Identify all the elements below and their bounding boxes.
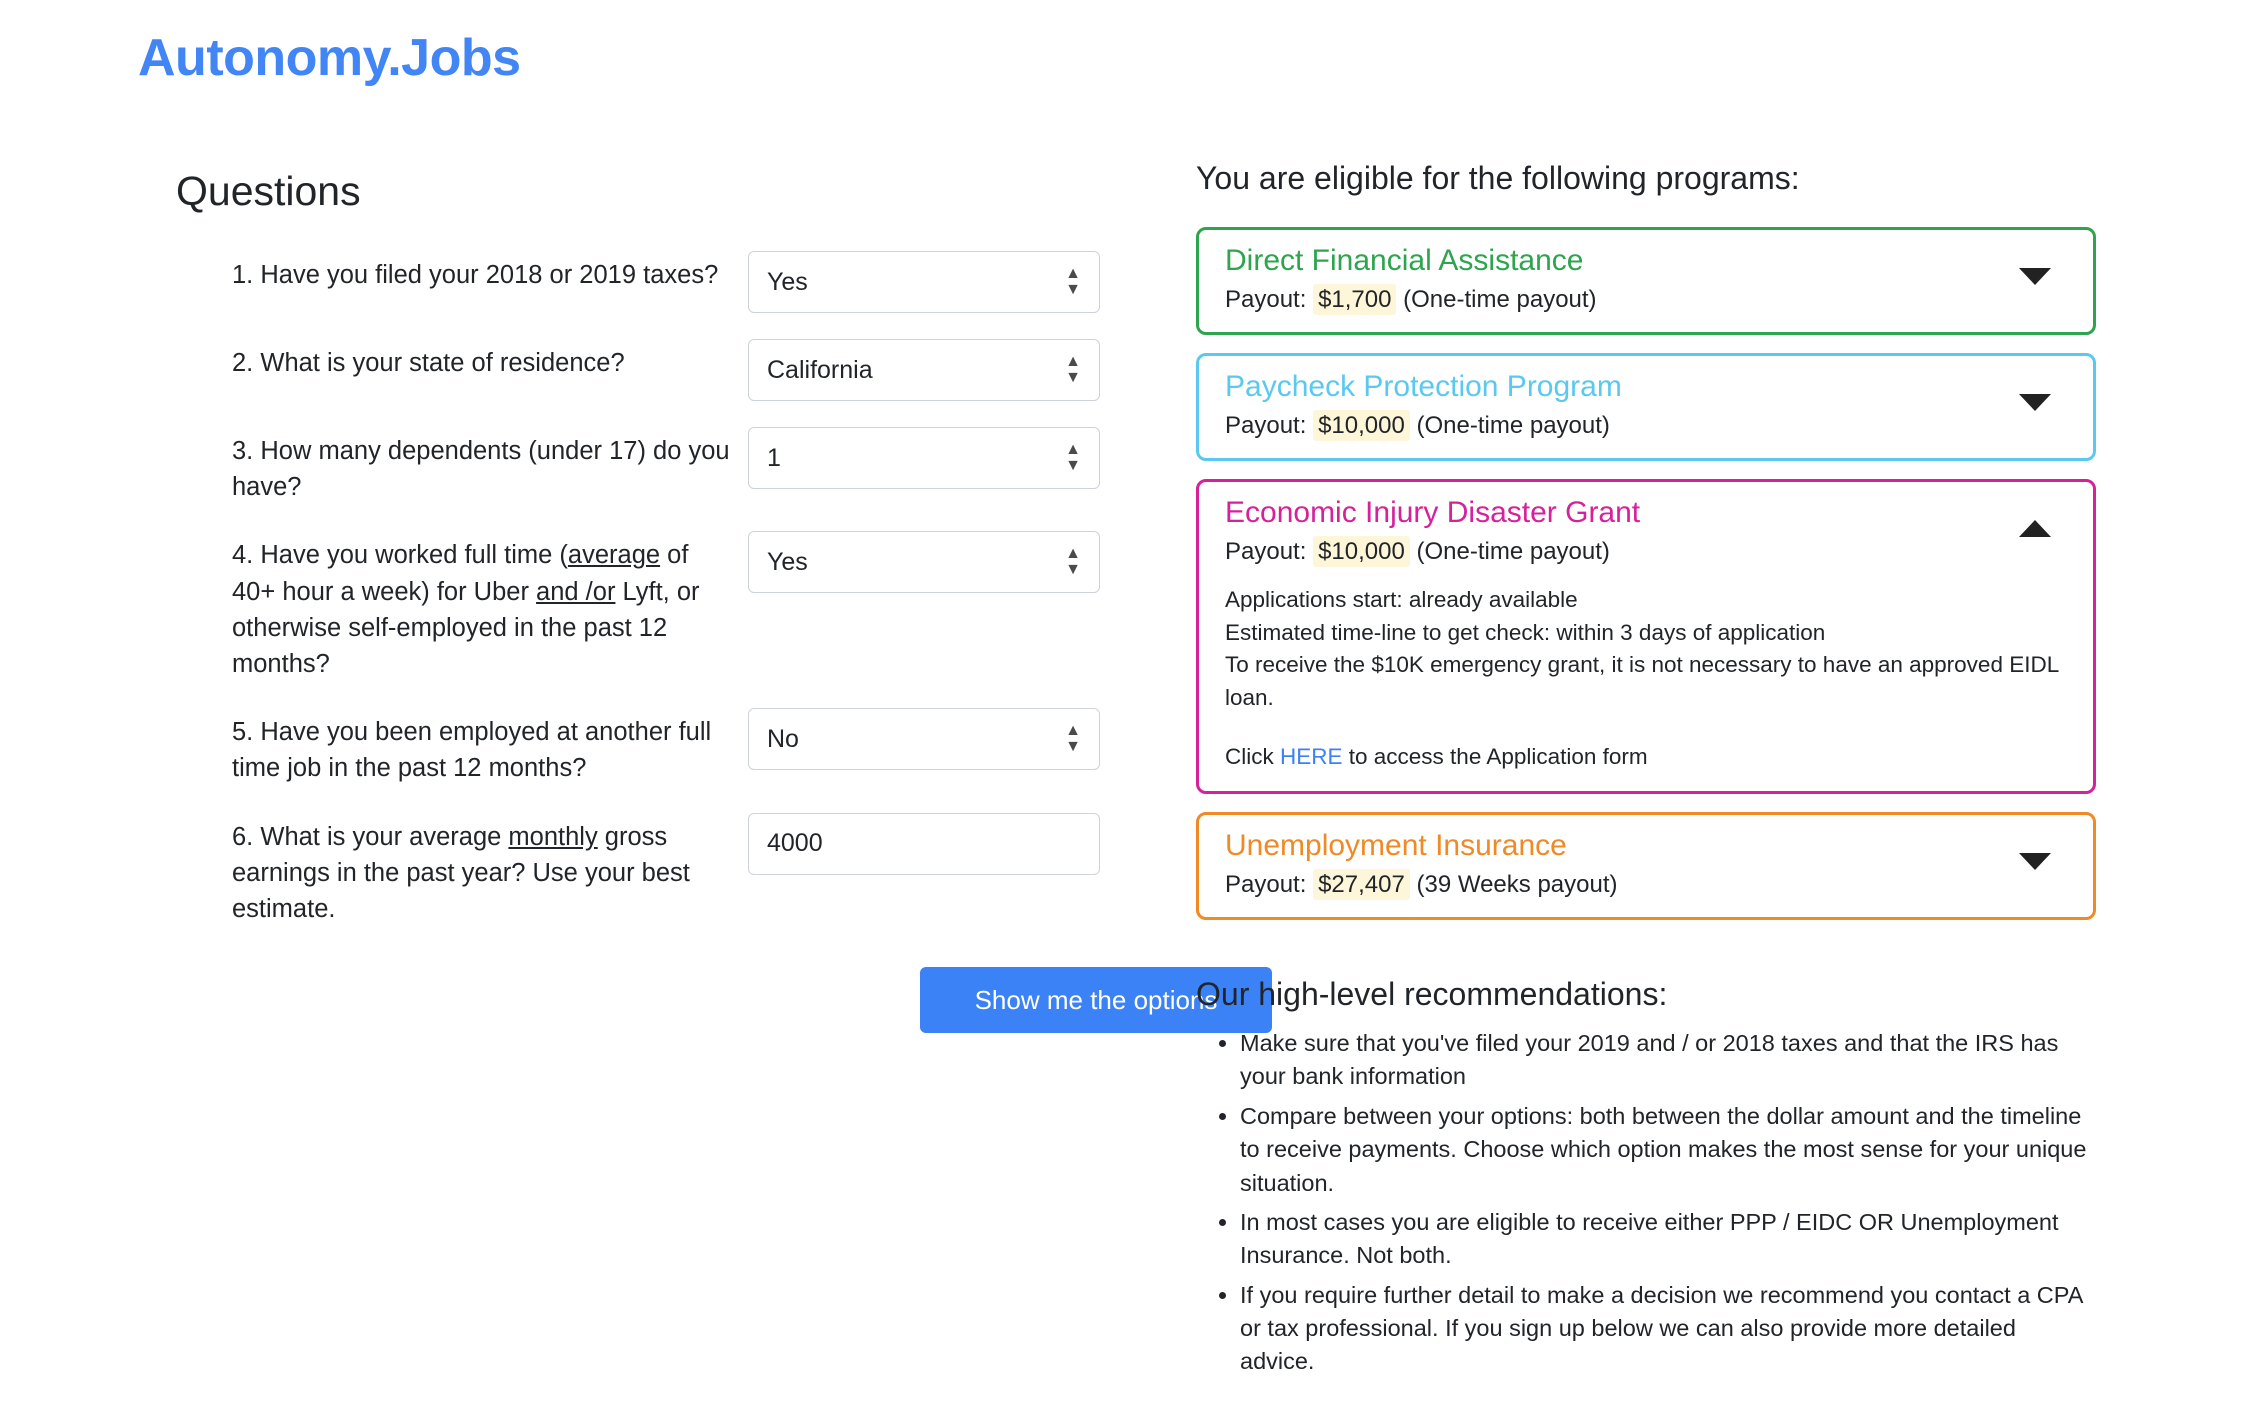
payout-terms: (One-time payout) xyxy=(1416,538,1610,565)
question-label-2 xyxy=(176,339,736,381)
spinner-icon: ▲ ▼ xyxy=(1065,353,1081,386)
payout-label: Payout: xyxy=(1225,286,1307,313)
link-prefix: Click xyxy=(1225,743,1280,769)
input-monthly-earnings[interactable] xyxy=(748,813,1100,875)
show-options-button[interactable]: Show me the options xyxy=(920,967,1272,1033)
program-payout xyxy=(1225,286,2067,314)
list-item: • Compare between your options: both between the dollar amount and the timeline to receive payments. Choose which option makes the most sense for your unique situation. xyxy=(1240,1100,2096,1200)
select-dependents[interactable] xyxy=(748,427,1100,489)
select-dependents-value: 1 xyxy=(767,443,781,472)
input-monthly-earnings-value: 4000 xyxy=(767,829,823,858)
question-row-1 xyxy=(176,251,1106,313)
program-card-unemployment-insurance[interactable] xyxy=(1196,812,2096,920)
spinner-icon: ▲ ▼ xyxy=(1065,722,1081,756)
question-text-3: How many dependents (under 17) do you have? xyxy=(232,437,730,502)
question-number-4: 4. xyxy=(232,541,254,570)
select-taxes-filed-value: Yes xyxy=(767,267,808,296)
question-row-2 xyxy=(176,339,1106,401)
question-row-4 xyxy=(176,531,1106,682)
question-field-2 xyxy=(748,339,1100,401)
select-full-time-value: Yes xyxy=(767,547,808,576)
program-card-economic-injury-disaster-grant[interactable] xyxy=(1196,479,2096,794)
program-card-direct-financial-assistance[interactable] xyxy=(1196,227,2096,335)
question-row-6 xyxy=(176,813,1106,928)
select-taxes-filed[interactable] xyxy=(748,251,1100,313)
recommendations-heading: Our high-level recommendations: xyxy=(1196,976,1668,1013)
program-application-link-row xyxy=(1225,741,2067,774)
payout-amount: $10,000 xyxy=(1313,410,1410,441)
question-number-2: 2. xyxy=(232,349,254,377)
payout-amount: $10,000 xyxy=(1313,536,1410,567)
questions-title: Questions xyxy=(176,168,361,214)
question-text-2: What is your state of residence? xyxy=(260,349,625,377)
select-state-value: California xyxy=(767,355,873,384)
select-full-time-work[interactable] xyxy=(748,531,1100,593)
program-title: Unemployment Insurance xyxy=(1225,829,1567,863)
question-number-1: 1. xyxy=(232,261,254,289)
question-number-5: 5. xyxy=(232,718,254,747)
questions-panel xyxy=(176,168,1218,1033)
question-number-6: 6. xyxy=(232,822,254,851)
question-label-3 xyxy=(176,427,736,505)
question-field-3 xyxy=(748,427,1100,489)
payout-terms: (One-time payout) xyxy=(1416,412,1610,439)
spinner-icon: ▲ ▼ xyxy=(1065,265,1081,298)
payout-terms: (One-time payout) xyxy=(1403,286,1597,313)
eligible-heading: You are eligible for the following programs: xyxy=(1196,160,1800,196)
submit-row xyxy=(920,967,1218,1033)
select-other-employment-value: No xyxy=(767,724,799,753)
chevron-down-icon[interactable] xyxy=(2019,853,2051,870)
program-card-paycheck-protection-program[interactable] xyxy=(1196,353,2096,461)
program-detail-line: Estimated time-line to get check: within 3 days of application xyxy=(1225,619,1826,645)
results-panel xyxy=(1196,160,2096,1385)
program-detail-line: To receive the $10K emergency grant, it is not necessary to have an approved EIDL loan. xyxy=(1225,652,2059,710)
question-row-5 xyxy=(176,708,1106,786)
program-payout xyxy=(1225,871,2067,899)
application-form-link[interactable]: HERE xyxy=(1280,743,1343,769)
chevron-up-icon[interactable] xyxy=(2019,520,2051,537)
question-label-5 xyxy=(176,708,736,786)
question-text-5: Have you been employed at another full time job in the past 12 months? xyxy=(232,718,712,783)
recommendations-list xyxy=(1196,1027,2096,1379)
payout-label: Payout: xyxy=(1225,412,1307,439)
question-label-1 xyxy=(176,251,736,293)
question-field-6 xyxy=(748,813,1100,875)
payout-terms: (39 Weeks payout) xyxy=(1416,871,1618,899)
list-item: • If you require further detail to make a decision we recommend you contact a CPA or tax professional. If you sign up below we can also provide more detailed advice. xyxy=(1240,1279,2096,1379)
question-number-3: 3. xyxy=(232,437,254,465)
question-text-1: Have you filed your 2018 or 2019 taxes? xyxy=(260,261,719,289)
payout-label: Payout: xyxy=(1225,871,1307,899)
payout-amount: $1,700 xyxy=(1313,284,1396,315)
question-label-4 xyxy=(176,531,736,682)
question-label-6 xyxy=(176,813,736,928)
link-suffix: to access the Application form xyxy=(1342,743,1648,769)
question-field-1 xyxy=(748,251,1100,313)
program-detail-line: Applications start: already available xyxy=(1225,587,1578,612)
question-text-6: What is your average monthly gross earnings in the past year? Use your best estimate. xyxy=(232,822,690,924)
question-field-5 xyxy=(748,708,1100,770)
select-other-employment[interactable] xyxy=(748,708,1100,770)
payout-amount: $27,407 xyxy=(1313,869,1410,900)
question-field-4 xyxy=(748,531,1100,593)
program-payout xyxy=(1225,412,2067,440)
select-state-of-residence[interactable] xyxy=(748,339,1100,401)
chevron-down-icon[interactable] xyxy=(2019,394,2051,411)
site-logo[interactable]: Autonomy.Jobs xyxy=(138,29,521,87)
question-text-4: Have you worked full time (average of 40+ hour a week) for Uber and /or Lyft, or otherwise self-employed in the past 12 months? xyxy=(232,541,700,679)
program-title: Direct Financial Assistance xyxy=(1225,244,1584,277)
payout-label: Payout: xyxy=(1225,538,1307,565)
question-row-3 xyxy=(176,427,1106,505)
chevron-down-icon[interactable] xyxy=(2019,268,2051,285)
program-payout xyxy=(1225,538,2067,566)
list-item: • In most cases you are eligible to receive either PPP / EIDC OR Unemployment Insurance. Not both. xyxy=(1240,1206,2096,1273)
program-details xyxy=(1225,584,2067,773)
spinner-icon: ▲ ▼ xyxy=(1065,441,1081,474)
program-title: Paycheck Protection Program xyxy=(1225,370,1622,403)
spinner-icon: ▲ ▼ xyxy=(1065,545,1081,579)
list-item: • Make sure that you've filed your 2019 and / or 2018 taxes and that the IRS has your bank information xyxy=(1240,1027,2096,1094)
program-title: Economic Injury Disaster Grant xyxy=(1225,496,1641,529)
